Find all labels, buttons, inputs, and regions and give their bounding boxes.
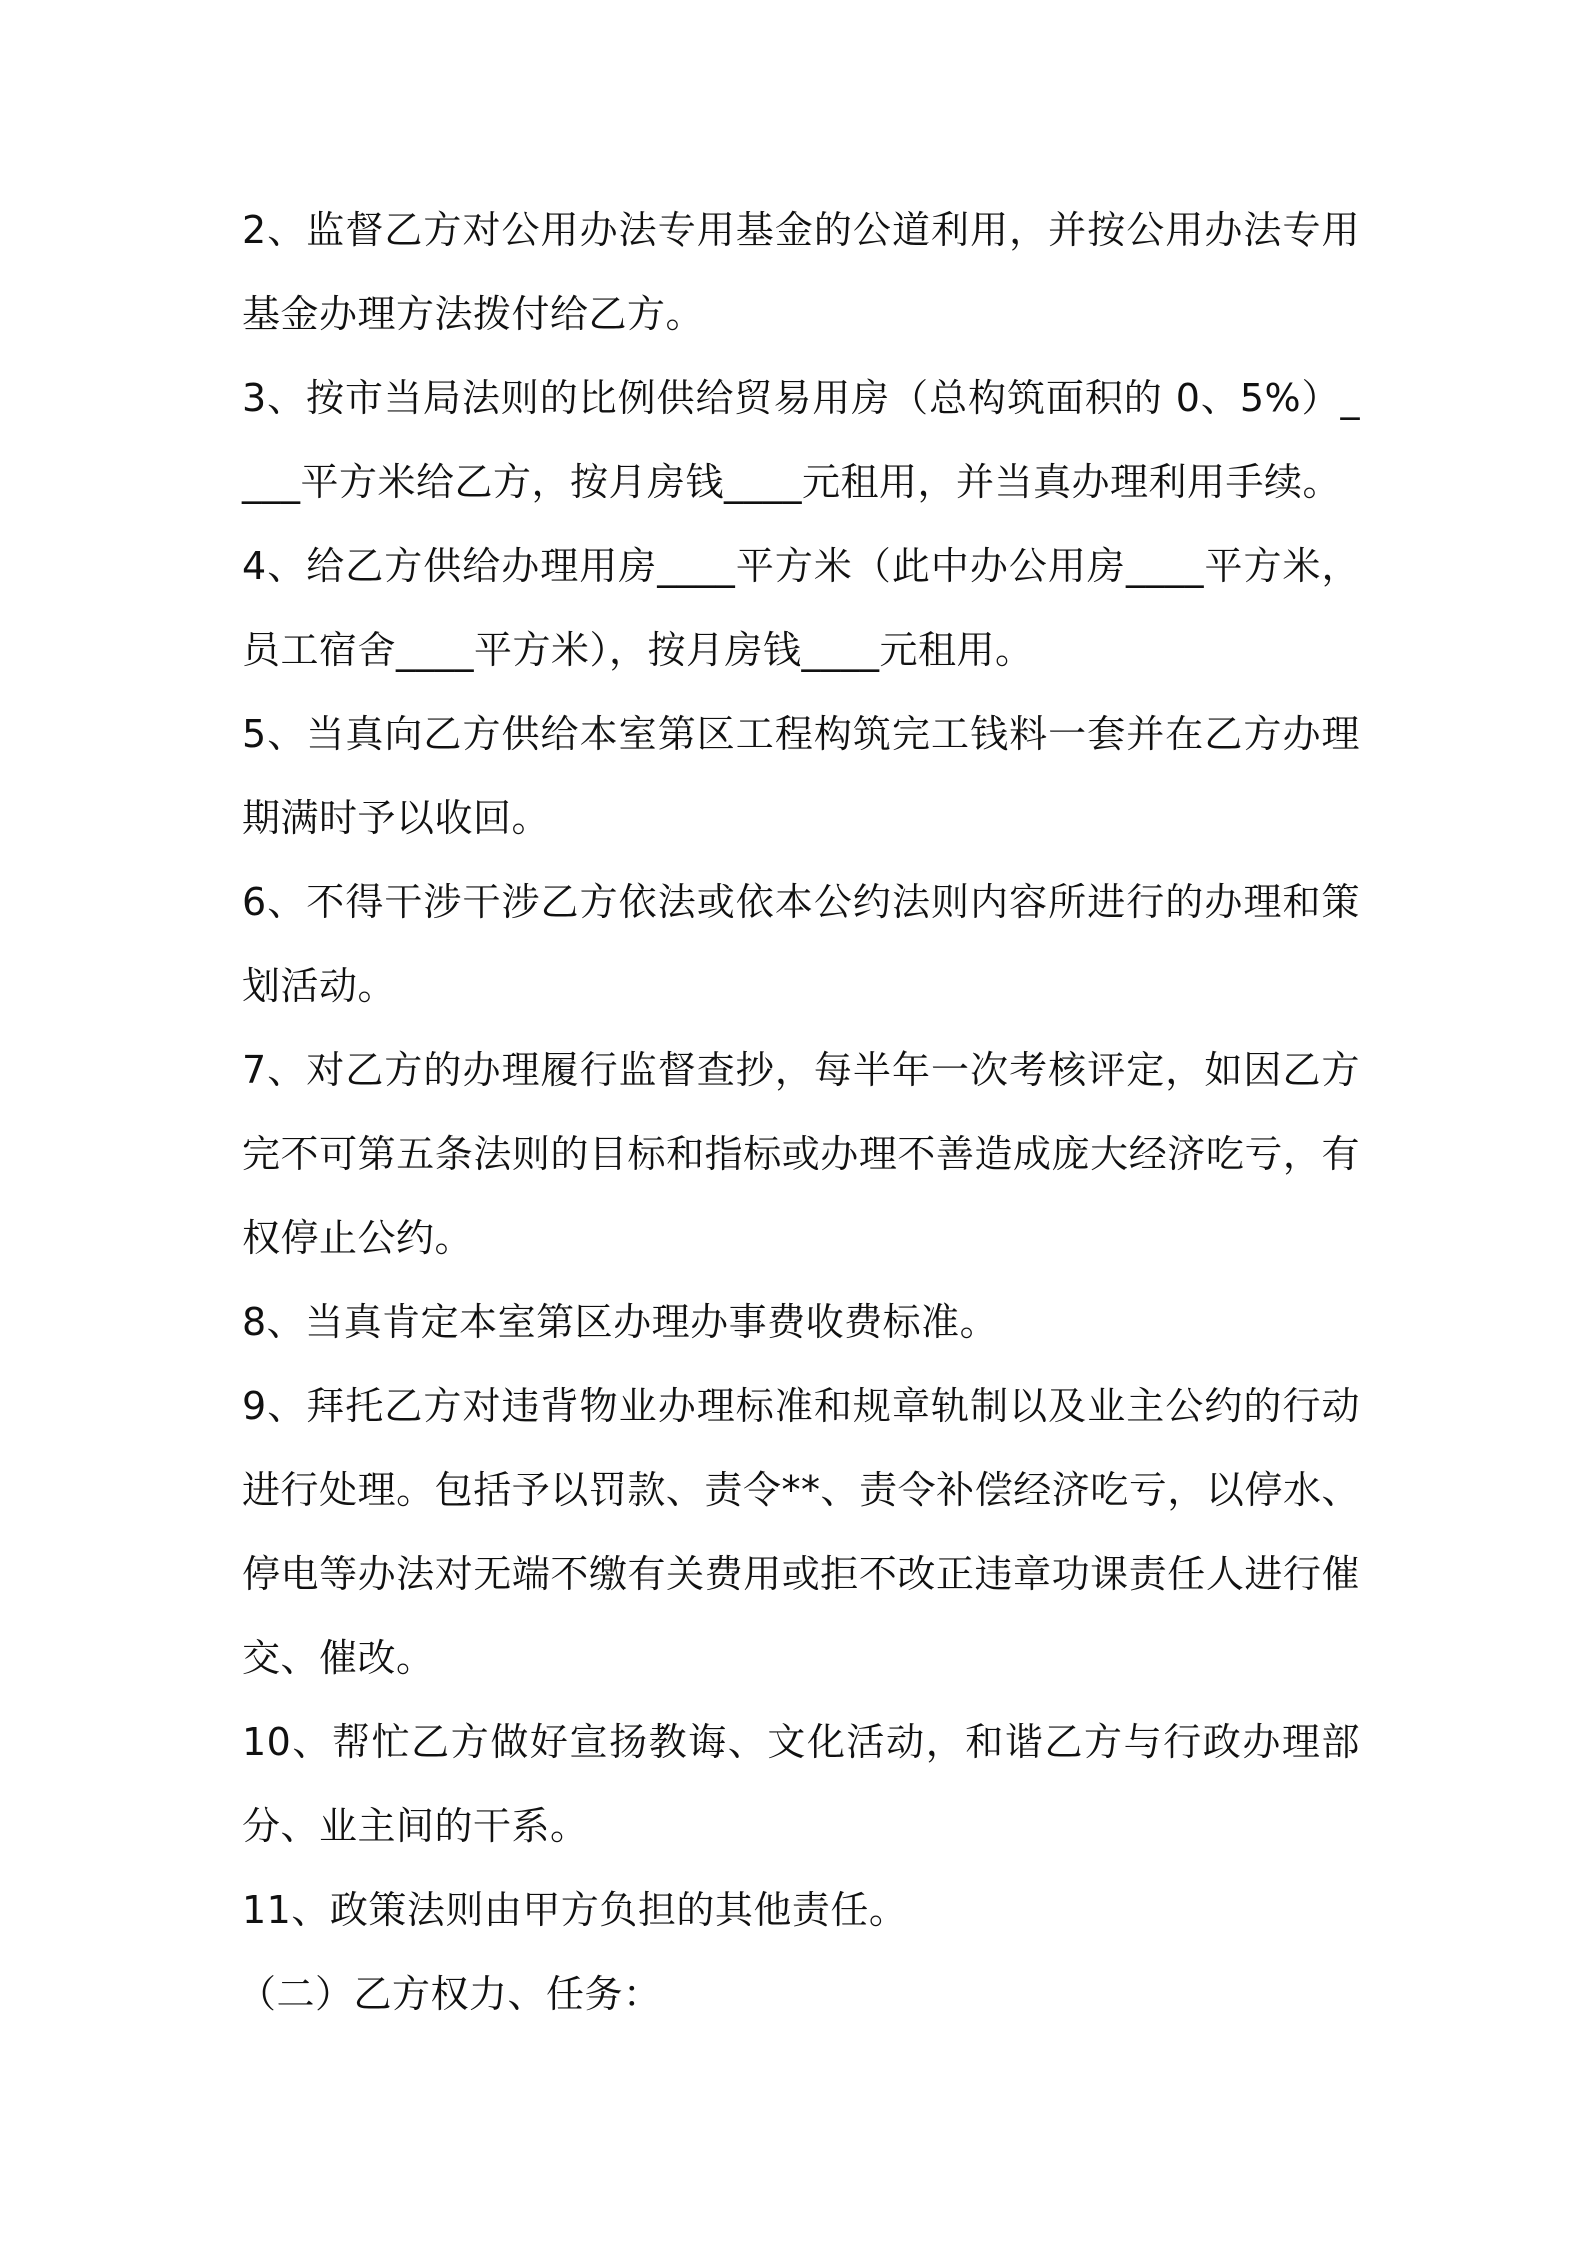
section-heading: （二）乙方权力、任务： xyxy=(238,1972,662,2016)
paragraph-item-8: 8、当真肯定本室第区办理办事费收费标准。 xyxy=(242,1300,999,1344)
paragraph-item-2: 2、监督乙方对公用办法专用基金的公道利用，并按公用办法专用基金办理方法拨付给乙方。 xyxy=(242,208,1360,336)
paragraph-item-9: 9、拜托乙方对违背物业办理标准和规章轨制以及业主公约的行动进行处理。包括予以罚款、责令**、责令补偿经济吃亏，以停水、停电等办法对无端不缴有关费用或拒不改正违章功课责任人进行催交、催改。 xyxy=(242,1384,1360,1680)
paragraph-item-4: 4、给乙方供给办理用房____平方米（此中办公用房____平方米，员工宿舍____平方米），按月房钱____元租用。 xyxy=(242,544,1360,672)
paragraph-item-10: 10、帮忙乙方做好宣扬教诲、文化活动，和谐乙方与行政办理部分、业主间的干系。 xyxy=(242,1720,1360,1848)
paragraph-item-11: 11、政策法则由甲方负担的其他责任。 xyxy=(242,1888,908,1932)
document-body xyxy=(238,188,1360,2036)
paragraph-item-6: 6、不得干涉干涉乙方依法或依本公约法则内容所进行的办理和策划活动。 xyxy=(242,880,1360,1008)
paragraph-item-7: 7、对乙方的办理履行监督查抄，每半年一次考核评定，如因乙方完不可第五条法则的目标和指标或办理不善造成庞大经济吃亏，有权停止公约。 xyxy=(242,1048,1360,1260)
paragraph-item-5: 5、当真向乙方供给本室第区工程构筑完工钱料一套并在乙方办理期满时予以收回。 xyxy=(242,712,1360,840)
paragraph-item-3: 3、按市当局法则的比例供给贸易用房（总构筑面积的 0、5%）____平方米给乙方，按月房钱____元租用，并当真办理利用手续。 xyxy=(242,376,1360,504)
